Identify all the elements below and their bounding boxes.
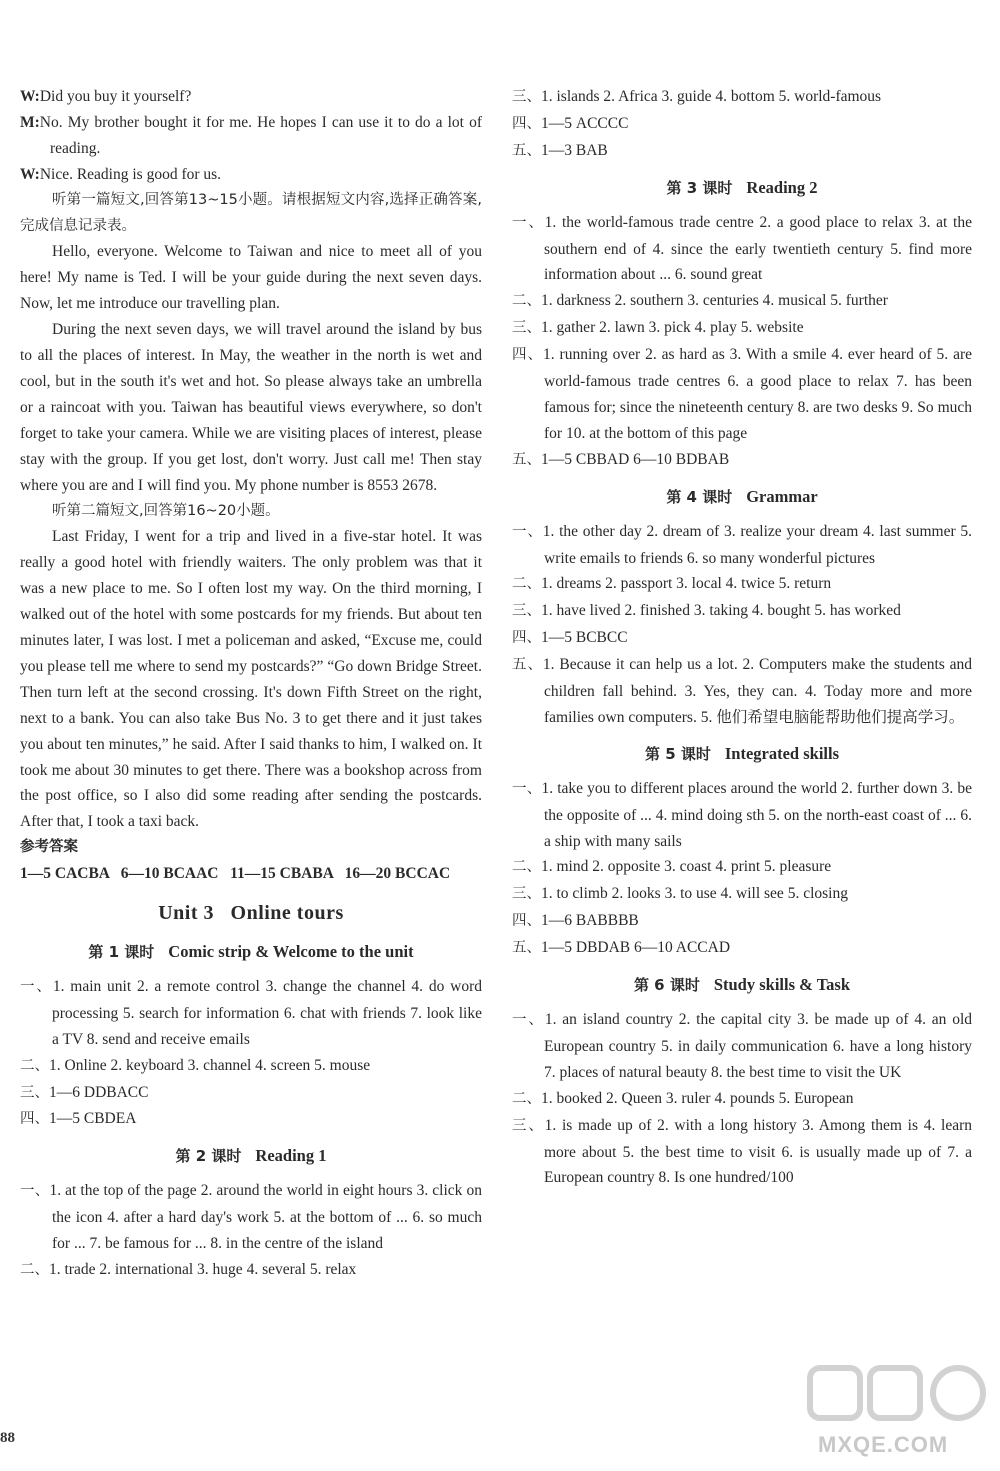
- section-label: 一、: [512, 214, 545, 231]
- answer-row: [20, 1080, 482, 1107]
- lesson-heading: [512, 741, 972, 768]
- answer-row: [512, 1007, 972, 1086]
- lesson-title: Study skills & Task: [713, 975, 851, 995]
- answer-row: [512, 1113, 972, 1192]
- answer-text: 1. gather 2. lawn 3. pick 4. play 5. website: [541, 319, 804, 337]
- dialogue-text: No. My brother bought it for me. He hopes I can use it to do a lot of reading.: [39, 113, 482, 157]
- section-label: 三、: [512, 89, 541, 105]
- answer-row: [512, 1086, 972, 1113]
- section-label: 二、: [20, 1057, 49, 1074]
- answer-row: [20, 1053, 482, 1080]
- answer-text: 1—5 ACCCC: [541, 114, 629, 132]
- answer-row: [512, 625, 972, 652]
- listening-instruction-2: 听第二篇短文,回答第16~20小题。: [52, 502, 280, 519]
- section-label: 五、: [512, 142, 541, 159]
- dialogue-line: [20, 110, 482, 162]
- lesson-heading: [512, 972, 972, 999]
- answer-row: [20, 1106, 482, 1133]
- lesson-number: 第 2 课时: [175, 1147, 242, 1166]
- dialogue-line: [20, 162, 482, 188]
- answer-row: [512, 519, 972, 572]
- answer-text: 1. is made up of 2. with a long history 3. Among them is 4. learn more about 5. the best time to visit 6. is usually made up of 7. a European country 8. Is one hundred/100: [544, 1116, 972, 1187]
- lesson-heading: [512, 175, 972, 202]
- answer-text: 1—6 DDBACC: [49, 1083, 149, 1101]
- left-column: [20, 84, 482, 1284]
- passage-paragraph: During the next seven days, we will travel around the island by bus to all the places of interest. In May, the weather in the north is wet and cool, but in the south it's wet and hot. So please always take an umbrella or a raincoat with you. Taiwan has beautiful views everywhere, so don't forget to take your camera. While we are visiting places of interest, please stay with the group. If you get lost, don't worry. Just call me! Then stay where you are and I will find you. My phone number is 8553 2678.: [20, 321, 482, 494]
- speaker: W:: [20, 165, 40, 183]
- section-label: 三、: [512, 603, 541, 620]
- speaker: W:: [20, 88, 40, 105]
- answer-row: [512, 881, 972, 908]
- answer-row: [512, 447, 972, 474]
- answer-row: [20, 1178, 482, 1257]
- answer-text: 1—5 CBDEA: [49, 1110, 137, 1128]
- answer-text: 1. take you to different places around the world 2. further down 3. be the opposite of ... 4. mind doing sth 5. on the north-east coast of ... 6. a ship with many sails: [541, 779, 973, 850]
- answer-text: 1—3 BAB: [541, 141, 608, 159]
- answer-row: [512, 138, 972, 165]
- lesson-number: 第 1 课时: [88, 943, 155, 961]
- watermark-text: MXQE.COM: [818, 1432, 949, 1457]
- section-label: 一、: [20, 1183, 50, 1200]
- section-label: 五、: [512, 940, 541, 957]
- section-label: 二、: [512, 859, 541, 876]
- answer-row: [20, 974, 482, 1053]
- answer-text: 1. to climb 2. looks 3. to use 4. will see 5. closing: [541, 885, 848, 903]
- answer-text: 1. islands 2. Africa 3. guide 4. bottom 5. world-famous: [541, 88, 882, 105]
- section-label: 四、: [20, 1111, 49, 1128]
- dialogue-line: [20, 84, 482, 110]
- answer-text: 1. main unit 2. a remote control 3. change the channel 4. do word processing 5. search for information 6. chat with friends 7. look like a TV 8. send and receive emails: [52, 977, 482, 1048]
- answer-text: 1—5 DBDAB 6—10 ACCAD: [541, 939, 731, 957]
- answers-line: 1—5 CACBA 6—10 BCAAC 11—15 CBABA 16—20 BCCAC: [20, 865, 451, 883]
- section-label: 三、: [512, 886, 541, 903]
- section-label: 二、: [512, 576, 541, 593]
- section-label: 二、: [512, 1090, 541, 1107]
- answer-text: 1—5 BCBCC: [541, 629, 628, 647]
- dialogue-text: Did you buy it yourself?: [39, 88, 192, 105]
- section-label: 五、: [512, 451, 541, 468]
- answer-row: [512, 776, 972, 855]
- lesson-title: Reading 2: [746, 177, 818, 197]
- listening-instruction-1: 听第一篇短文,回答第13~15小题。请根据短文内容,选择正确答案,完成信息记录表。: [20, 191, 482, 234]
- lesson-title: Grammar: [746, 486, 818, 506]
- answer-row: [512, 908, 972, 935]
- section-label: 一、: [512, 780, 542, 797]
- answer-text: 1. the world-famous trade centre 2. a good place to relax 3. at the southern end of 4. since the early twentieth century 5. find more information about ... 6. sound great: [544, 213, 972, 284]
- lesson-title: Comic strip & Welcome to the unit: [168, 942, 414, 961]
- section-label: 二、: [20, 1261, 49, 1278]
- section-label: 一、: [512, 1012, 545, 1028]
- unit-title: Unit 3 Online tours: [158, 902, 344, 925]
- speaker: M:: [20, 113, 40, 131]
- section-label: 四、: [512, 913, 541, 930]
- answer-text: 1. mind 2. opposite 3. coast 4. print 5. pleasure: [541, 858, 832, 876]
- answer-text: 1. booked 2. Queen 3. ruler 4. pounds 5. European: [541, 1089, 854, 1107]
- dialogue-text: Nice. Reading is good for us.: [39, 165, 222, 183]
- lesson-heading: [20, 1143, 482, 1170]
- page-number: 88: [0, 1430, 15, 1446]
- passage-paragraph: Last Friday, I went for a trip and lived in a five-star hotel. It was really a good hotel with friendly waiters. The only problem was that it was a new place to me. So I often lost my way. On the third morning, I walked out of the hotel with some postcards for my friends. But about ten minutes later, I was lost. I met a policeman and asked, “Excuse me, could you please tell me where to send my postcards?” “Go down Bridge Street. Then turn left at the second crossing. It's down Fifth Street on the right, next to a bank. You can also take Bus No. 3 to get there and it just takes you about ten minutes,” he said. After I said thanks to him, I walked on. It took me about 30 minutes to get there. There was a bookshop across from the post office, so I also did some reading after sending the postcards. After that, I took a taxi back.: [20, 528, 482, 831]
- passage-paragraph: Hello, everyone. Welcome to Taiwan and nice to meet all of you here! My name is Ted. I will be your guide during the next seven days. Now, let me introduce our travelling plan.: [20, 243, 482, 313]
- answer-row: [512, 854, 972, 881]
- answer-row: [512, 315, 972, 342]
- answer-row: [512, 935, 972, 962]
- answer-text: 1. running over 2. as hard as 3. With a smile 4. ever heard of 5. are world-famous trade centres 6. a good place to relax 7. has been famous for; since the nineteenth century 8. are two desks 9. So much for 10. at the bottom of this page: [543, 346, 972, 442]
- answer-row: [512, 288, 972, 315]
- section-label: 四、: [512, 630, 541, 647]
- answer-text: 1. Online 2. keyboard 3. channel 4. screen 5. mouse: [49, 1056, 371, 1074]
- answer-text: 1. Because it can help us a lot. 2. Computers make the students and children fall behind. 3. Yes, they can. 4. Today more and more families own computers. 5. 他们希望电脑能帮助他们提高学习。: [542, 656, 973, 726]
- section-label: 四、: [512, 347, 544, 364]
- lesson-heading: [512, 484, 972, 511]
- section-label: 三、: [20, 1084, 49, 1101]
- lesson-number: 第 4 课时: [666, 487, 733, 506]
- lesson-title: Reading 1: [255, 1146, 327, 1166]
- answer-row: [512, 84, 972, 111]
- section-label: 一、: [512, 523, 543, 540]
- lesson-heading: [20, 939, 482, 966]
- lesson-number: 第 5 课时: [644, 744, 711, 763]
- watermark-logo: [800, 1360, 990, 1465]
- answer-row: [512, 571, 972, 598]
- answers-heading: 参考答案: [20, 839, 78, 856]
- answer-row: [20, 1257, 482, 1284]
- section-label: 一、: [20, 978, 53, 995]
- lesson-number: 第 6 课时: [633, 976, 700, 995]
- answer-text: 1. dreams 2. passport 3. local 4. twice 5. return: [541, 575, 832, 593]
- answer-text: 1. have lived 2. finished 3. taking 4. bought 5. has worked: [541, 602, 901, 620]
- section-label: 五、: [512, 657, 543, 674]
- answer-text: 1. darkness 2. southern 3. centuries 4. musical 5. further: [541, 292, 888, 310]
- answer-row: [512, 210, 972, 289]
- answer-row: [512, 598, 972, 625]
- lesson-number: 第 3 课时: [666, 178, 733, 197]
- answer-text: 1. the other day 2. dream of 3. realize your dream 4. last summer 5. write emails to friends 6. so many wonderful pictures: [542, 522, 973, 567]
- answer-row: [512, 652, 972, 731]
- section-label: 四、: [512, 115, 541, 132]
- answer-text: 1. trade 2. international 3. huge 4. several 5. relax: [49, 1260, 357, 1278]
- lesson-title: Integrated skills: [724, 743, 840, 763]
- answer-row: [512, 111, 972, 138]
- section-label: 二、: [512, 293, 541, 310]
- answer-text: 1. at the top of the page 2. around the world in eight hours 3. click on the icon 4. after a hard day's work 5. at the bottom of ... 6. so much for ... 7. be famous for ... 8. in the centre of the island: [49, 1182, 483, 1253]
- right-column: [512, 84, 972, 1191]
- answer-row: [512, 342, 972, 447]
- section-label: 三、: [512, 1117, 545, 1134]
- answer-text: 1—6 BABBBB: [541, 912, 639, 930]
- answer-text: 1. an island country 2. the capital city 3. be made up of 4. an old European country 5. in daily communication 6. have a long history 7. places of natural beauty 8. the best time to visit the UK: [544, 1011, 973, 1081]
- section-label: 三、: [512, 320, 541, 337]
- answer-text: 1—5 CBBAD 6—10 BDBAB: [541, 450, 730, 468]
